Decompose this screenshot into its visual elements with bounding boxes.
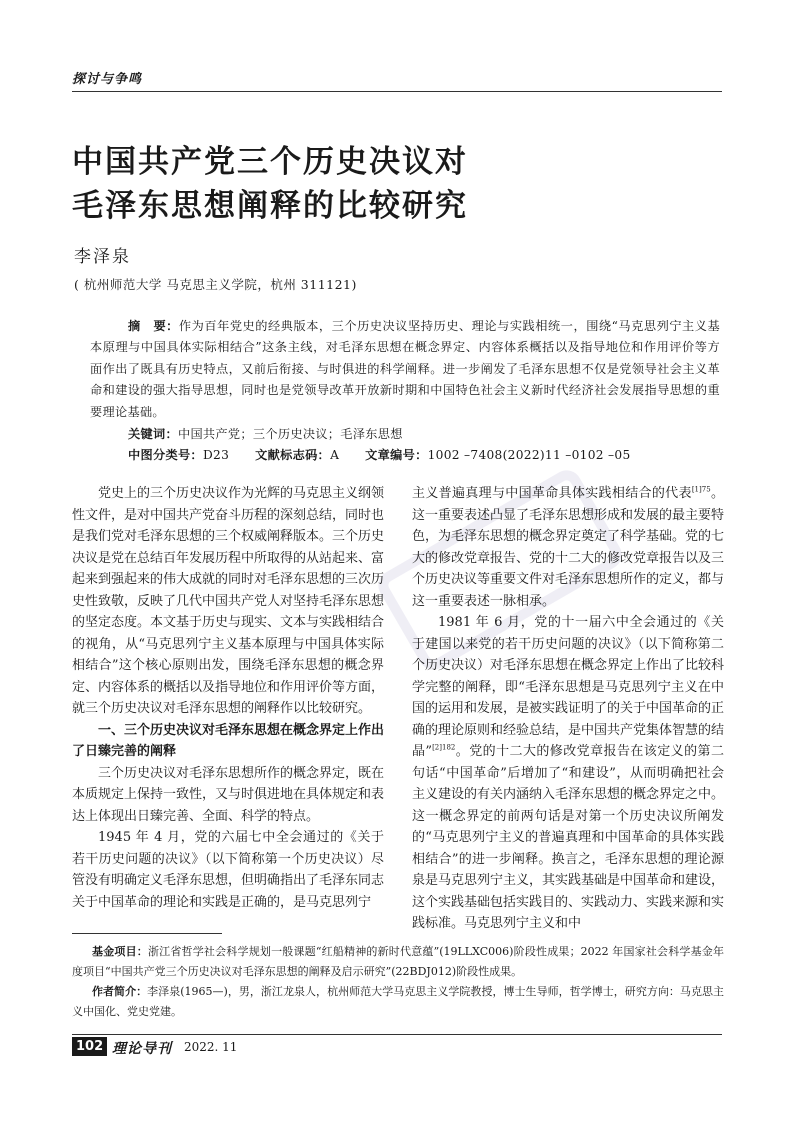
body-paragraph: 三个历史决议对毛泽东思想所作的概念界定，既在本质规定上保持一致性，又与时俱进地在具体规定和表达上体现出日臻完善、全面、科学的特点。 <box>72 765 385 824</box>
body-column-left <box>72 483 384 913</box>
author-bio: 作者简介：李泽泉(1965—)，男，浙江龙泉人，杭州师范大学马克思主义学院教授，博士生导师，哲学博士，研究方向：马克思主义中国化、党史党建。 <box>72 985 725 1018</box>
author-name: 李泽泉 <box>74 247 131 267</box>
doc-code-value: A <box>330 448 340 462</box>
body-paragraph: 1945 年 4 月，党的六届七中全会通过的《关于若干历史问题的决议》（以下简称第一个历史决议）尽管没有明确定义毛泽东思想，但明确指出了毛泽东同志关于中国革命的理论和实践是正确的，是马克思列宁 <box>72 830 385 910</box>
journal-name: 理论导刊 <box>112 1041 172 1057</box>
section-tag: 探讨与争鸣 <box>72 72 143 87</box>
footnote-rule <box>72 933 222 934</box>
abstract <box>90 316 720 423</box>
citation-ref: [2]182 <box>432 743 456 752</box>
body-paragraph: 党史上的三个历史决议作为光辉的马克思主义纲领性文件，是对中国共产党奋斗历程的深刻总结，同时也是我们党对毛泽东思想的三个权威阐释版本。三个历史决议是党在总结百年发展历程中所取得的从站起来、富起来到强起来的伟大成就的同时对毛泽东思想的三次历史性致敬，反映了几代中国共产党人对坚持毛泽东思想的坚定态度。本文基于历史与现实、文本与实践相结合的视角，从“马克思列宁主义基本原理与中国具体实际相结合”这个核心原则出发，围绕毛泽东思想的概念界定、内容体系的概括以及指导地位和作用评价等方面，就三个历史决议对毛泽东思想的阐释作以比较研究。 <box>72 486 385 716</box>
article-title <box>72 140 732 228</box>
footnotes <box>72 942 724 1022</box>
article-no-label: 文章编号： <box>365 448 428 462</box>
body-paragraph: 主义普遍真理与中国革命具体实践相结合的代表$^{[1]75}$。这一重要表述凸显了毛泽东思想形成和发展的最主要特色，为毛泽东思想的概念界定奠定了科学基础。党的七大的修改党章报告、党的十二大的修改党章报告以及三个历史决议等重要文件对毛泽东思想所作的定义，都与这一重要表述一脉相承。 <box>412 485 725 609</box>
funding-note: 基金项目：浙江省哲学社会科学规划一般课题“红船精神的新时代意蕴”(19LLXC006)阶段性成果；2022 年国家社会科学基金年度项目“中国共产党三个历史决议对毛泽东思想的阐释及启示研究”(22BDJ012)阶段性成果。 <box>72 945 724 978</box>
page-number: 102 <box>72 1037 107 1056</box>
footer-rule <box>72 1034 722 1035</box>
header-rule <box>72 91 722 92</box>
citation-ref: [1]75 <box>691 485 711 494</box>
page-footer <box>72 1034 722 1060</box>
article-metadata <box>128 446 631 463</box>
abstract-text: 作为百年党史的经典版本，三个历史决议坚持历史、理论与实践相统一，围绕“马克思列宁主义基本原理与中国具体实际相结合”这条主线，对毛泽东思想在概念界定、内容体系概括以及指导地位和作用评价等方面作出了既具有历史特点，又前后衔接、与时俱进的科学阐释。进一步阐发了毛泽东思想不仅是党领导社会主义革命和建设的强大指导思想，同时也是党领导改革开放新时期和中国特色社会主义新时代经济社会发展指导思想的重要理论基础。 <box>90 319 720 419</box>
clc-label: 中图分类号： <box>128 448 203 462</box>
issue-date: 2022. 11 <box>184 1040 238 1054</box>
clc-value: D23 <box>202 448 230 462</box>
section-heading-1: 一、三个历史决议对毛泽东思想在概念界定上作出了日臻完善的阐释 <box>72 722 385 759</box>
body-column-right <box>412 483 724 935</box>
keywords-label: 关键词： <box>128 427 178 441</box>
abstract-label: 摘 要： <box>128 319 179 333</box>
keywords <box>128 425 403 442</box>
title-line-1: 中国共产党三个历史决议对 <box>72 144 468 180</box>
author-affiliation: ( 杭州师范大学 马克思主义学院，杭州 311121) <box>74 277 357 292</box>
keywords-text: 中国共产党；三个历史决议；毛泽东思想 <box>177 427 403 441</box>
body-paragraph: 1981 年 6 月，党的十一届六中全会通过的《关于建国以来党的若干历史问题的决议》（以下简称第二个历史决议）对毛泽东思想在概念界定上作出了比较科学完整的阐释，即“毛泽东思想是马克思列宁主义在中国的运用和发展，是被实践证明了的关于中国革命的正确的理论原则和经验总结，是中国共产党集体智慧的结晶”$^{[2]182}$。党的十二大的修改党章报告在该定义的第二句话“中国革命”后增加了“和建设”，从而明确把社会主义建设的有关内涵纳入毛泽东思想的概念界定之中。这一概念界定的前两句话是对第一个历史决议所阐发的“马克思列宁主义的普遍真理和中国革命的具体实践相结合”的进一步阐释。换言之，毛泽东思想的理论源泉是马克思列宁主义，其实践基础是中国革命和建设，这个实践基础包括实践目的、实践动力、实践来源和实践标准。马克思列宁主义和中 <box>412 615 725 931</box>
title-line-2: 毛泽东思想阐释的比较研究 <box>72 188 468 224</box>
article-no-value: 1002 –7408(2022)11 –0102 –05 <box>427 448 631 462</box>
doc-code-label: 文献标志码： <box>255 448 331 462</box>
